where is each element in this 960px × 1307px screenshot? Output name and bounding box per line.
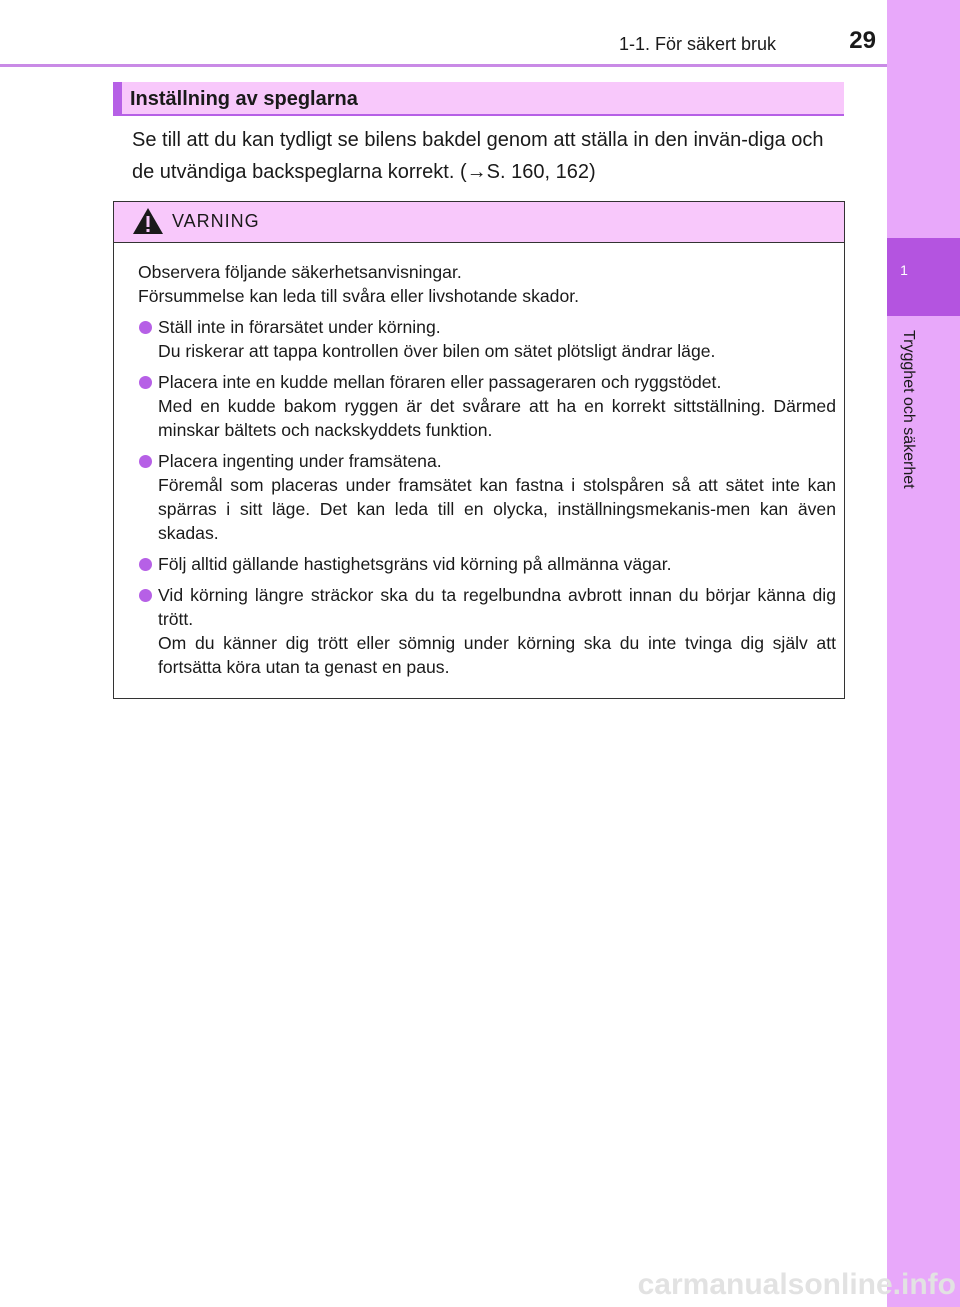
chapter-title: Trygghet och säkerhet [900,330,917,489]
bullet-dot-icon [139,455,152,468]
warning-item [138,449,836,545]
warning-title: VARNING [172,211,260,231]
warning-item-text: Du riskerar att tappa kontrollen över bilen om sätet plötsligt ändrar läge. [158,341,716,361]
warning-item-title: Följ alltid gällande hastighetsgräns vid körning på allmänna vägar. [158,554,672,574]
warning-item [138,583,836,679]
chapter-number: 1 [900,262,908,278]
section-intro: Se till att du kan tydligt se bilens bakdel genom att ställa in den invän-diga och de utvändiga backspeglarna korrekt. (→S. 160, 162) [132,129,824,183]
header-section-title: 1-1. För säkert bruk [618,34,776,54]
header-rule [0,64,887,67]
warning-item-text: Med en kudde bakom ryggen är det svårare att ha en korrekt sittställning. Därmed minskar bältets och nackskyddets funktion. [158,396,836,440]
bullet-dot-icon [139,321,152,334]
warning-intro-line-2: Försummelse kan leda till svåra eller livshotande skador. [138,286,580,306]
warning-item [138,552,836,576]
watermark: carmanualsonline.info [637,1268,956,1301]
page-number: 29 [849,27,876,54]
warning-item-text: Om du känner dig trött eller sömnig under körning ska du inte tvinga dig själv att fortsätta köra utan ta genast en paus. [158,633,836,677]
bullet-dot-icon [139,376,152,389]
side-tab [887,0,960,1307]
warning-item-title: Ställ inte in förarsätet under körning. [158,317,441,337]
section-heading-text: Inställning av speglarna [130,88,358,110]
section-heading [113,82,844,116]
warning-item [138,315,836,363]
warning-item-text: Föremål som placeras under framsätet kan fastna i stolspåren så att sätet inte kan spärras i sitt läge. Det kan leda till en olycka, inställningsmekanis-men kan även skadas. [158,475,836,543]
bullet-dot-icon [139,558,152,571]
bullet-dot-icon [139,589,152,602]
warning-header [114,202,844,243]
warning-item [138,370,836,442]
warning-intro [138,260,836,308]
warning-box [113,201,845,699]
warning-item-title: Placera ingenting under framsätena. [158,451,442,471]
warning-item-title: Vid körning längre sträckor ska du ta regelbundna avbrott innan du börjar känna dig trött. [158,585,836,629]
warning-intro-line-1: Observera följande säkerhetsanvisningar. [138,262,462,282]
warning-triangle-icon [132,207,164,235]
warning-item-title: Placera inte en kudde mellan föraren eller passageraren och ryggstödet. [158,372,722,392]
warning-body [138,260,836,686]
